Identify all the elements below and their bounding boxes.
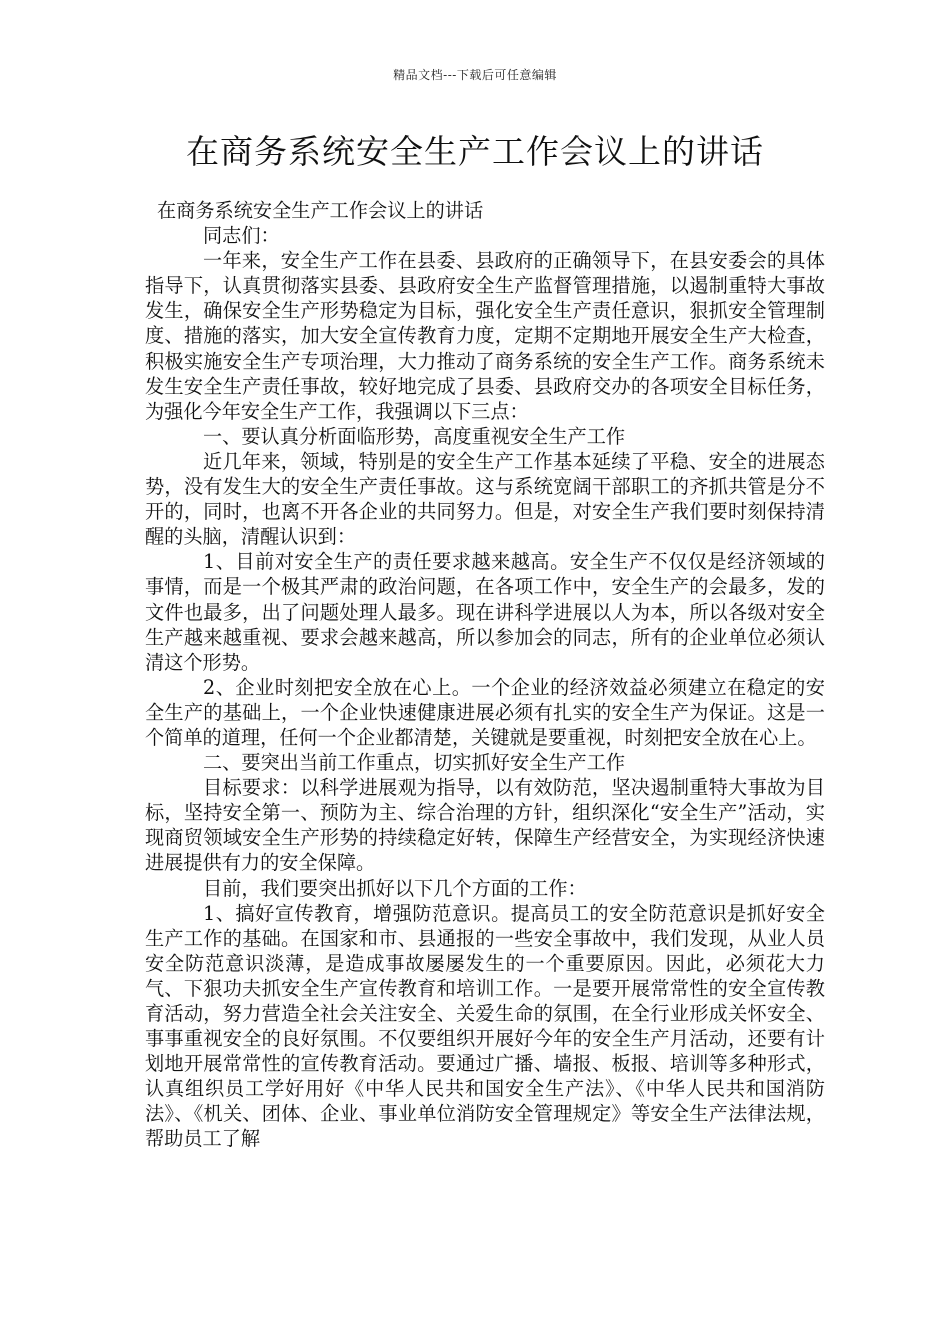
body-subtitle: 在商务系统安全生产工作会议上的讲话 (157, 199, 484, 222)
document-body (145, 198, 825, 1152)
paragraph-work-item-1: 1、搞好宣传教育，增强防范意识。提高员工的安全防范意识是抓好安全生产工作的基础。在国家和市、县通报的一些安全事故中，我们发现，从业人员安全防范意识淡薄，是造成事故屡屡发生的一个重要原因。因此，必须花大力气、下狠功夫抓安全生产宣传教育和培训工作。一是要开展常常性的安全宣传教育活动，努力营造全社会关注安全、关爱生命的氛围，在全行业形成关怀安全、事事重视安全的良好氛围。不仅要组织开展好今年的安全生产月活动，还要有计划地开展常常性的宣传教育活动。要通过广播、墙报、板报、培训等多种形式，认真组织员工学好用好《中华人民共和国安全生产法》、《中华人民共和国消防法》、《机关、团体、企业、事业单位消防安全管理规定》等安全生产法律法规，帮助员工了解 (145, 901, 825, 1151)
paragraph-point-2: 2、企业时刻把安全放在心上。一个企业的经济效益必须建立在稳定的安全生产的基础上，一个企业快速健康进展必须有扎实的安全生产为保证。这是一个简单的道理，任何一个企业都清楚，关键就是要重视，时刻把安全放在心上。 (145, 675, 825, 749)
paragraph-intro: 一年来，安全生产工作在县委、县政府的正确领导下，在县安委会的具体指导下，认真贯彻落实县委、县政府安全生产监督管理措施，以遏制重特大事故发生，确保安全生产形势稳定为目标，强化安全生产责任意识，狠抓安全管理制度、措施的落实，加大安全宣传教育力度，定期不定期地开展安全生产大检查，积极实施安全生产专项治理，大力推动了商务系统的安全生产工作。商务系统未发生安全生产责任事故，较好地完成了县委、县政府交办的各项安全目标任务，为强化今年安全生产工作，我强调以下三点： (145, 249, 825, 423)
section-heading-1: 一、要认真分析面临形势，高度重视安全生产工作 (203, 424, 626, 448)
header-note: 精品文档---下载后可任意编辑 (393, 68, 557, 82)
section-heading-2: 二、要突出当前工作重点，切实抓好安全生产工作 (203, 751, 626, 775)
paragraph-point-1: 1、目前对安全生产的责任要求越来越高。安全生产不仅仅是经济领域的事情，而是一个极其严肃的政治问题，在各项工作中，安全生产的会最多，发的文件也最多，出了问题处理人最多。现在讲科学进展以人为本，所以各级对安全生产越来越重视、要求会越来越高，所以参加会的同志，所有的企业单位必须认清这个形势。 (145, 550, 825, 674)
paragraph-current-work: 目前，我们要突出抓好以下几个方面的工作： (203, 876, 587, 900)
document-title: 在商务系统安全生产工作会议上的讲话 (186, 132, 764, 171)
paragraph-situation: 近几年来，领域，特别是的安全生产工作基本延续了平稳、安全的进展态势，没有发生大的安全生产责任事故。这与系统宽阔干部职工的齐抓共管是分不开的，同时，也离不开各企业的共同努力。但是，对安全生产我们要时刻保持清醒的头脑，清醒认识到： (145, 449, 825, 549)
paragraph-goals: 目标要求：以科学进展观为指导，以有效防范，坚决遏制重特大事故为目标，坚持安全第一、预防为主、综合治理的方针，组织深化“安全生产”活动，实现商贸领域安全生产形势的持续稳定好转，保障生产经营安全，为实现经济快速进展提供有力的安全保障。 (145, 776, 825, 875)
salutation: 同志们： (203, 224, 280, 248)
